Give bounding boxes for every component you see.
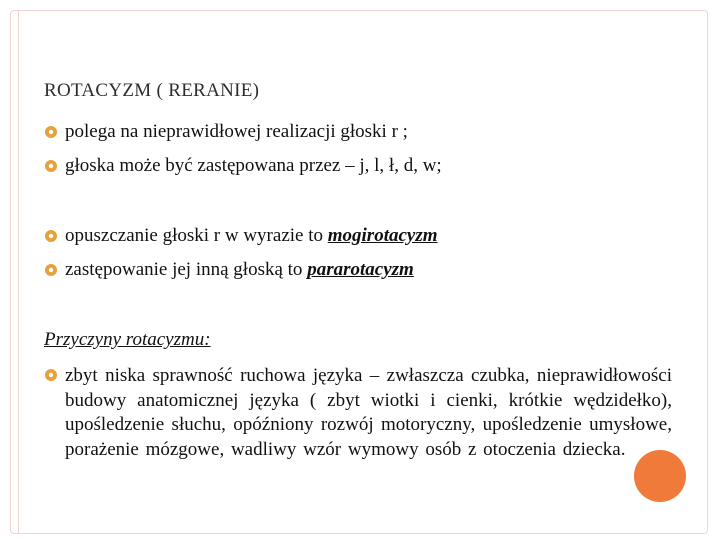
term-mogirotacyzm: mogirotacyzm (327, 225, 438, 246)
gear-bullet-icon (44, 159, 58, 173)
causes-heading: Przyczyny rotacyzmu: (44, 329, 211, 350)
bullet-text: polega na nieprawidłowej realizacji głoski r ; (65, 121, 408, 142)
causes-text: zbyt niska sprawność ruchowa języka – zwłaszcza czubka, nieprawidłowości budowy anatomicznej języka ( zbyt wiotki i cienki, krótkie wędzidełko), upośledzenie słuchu, opóźniony rozwój motoryczny, upośledzenie umysłowe, porażenie mózgowe, wadliwy wzór wymowy osób z otoczenia dziecka. (65, 365, 672, 461)
bullet-prefix: zastępowanie jej inną głoską to (65, 259, 308, 280)
bullet-text (65, 259, 414, 281)
term-pararotacyzm: pararotacyzm (307, 259, 414, 280)
gear-bullet-icon (44, 263, 58, 277)
frame-margin-line (18, 10, 19, 534)
gear-bullet-icon (44, 229, 58, 243)
gear-bullet-icon (44, 125, 58, 139)
causes-paragraph (44, 364, 672, 463)
bullet-text (65, 225, 438, 247)
bullet-text: głoska może być zastępowana przez – j, l, ł, d, w; (65, 155, 442, 176)
bullet-prefix: opuszczanie głoski r w wyrazie to (65, 225, 328, 246)
slide-title: ROTACYZM ( RERANIE) (44, 80, 260, 101)
gear-bullet-icon (44, 368, 58, 382)
